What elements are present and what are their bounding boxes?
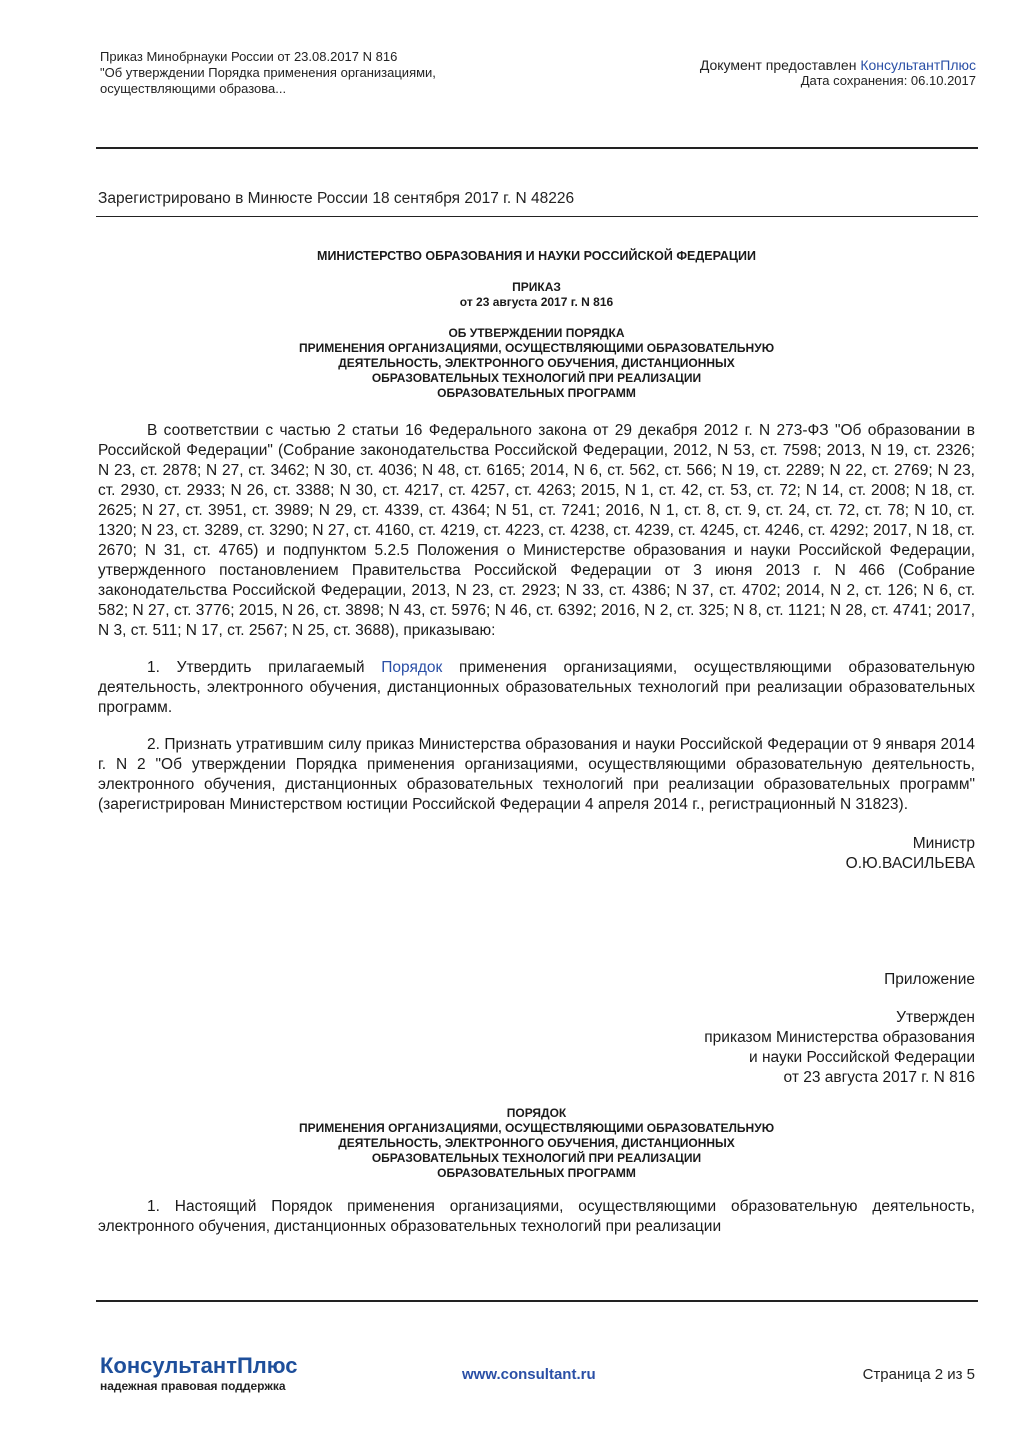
registration-note: Зарегистрировано в Минюсте России 18 сентября 2017 г. N 48226 xyxy=(98,190,575,207)
approval-line: приказом Министерства образования xyxy=(704,1029,975,1046)
procedure-item-1: 1. Настоящий Порядок применения организациями, осуществляющими образовательную деятельность, электронного обучения, дистанционных образовательных технологий при реализации xyxy=(98,1198,975,1235)
footer-tagline: надежная правовая поддержка xyxy=(100,1379,286,1393)
item-1-text-start: 1. Утвердить прилагаемый xyxy=(147,659,382,676)
header-divider xyxy=(96,147,978,149)
order-subject-line: ОБ УТВЕРЖДЕНИИ ПОРЯДКА xyxy=(448,326,625,340)
footer-brand-name: КонсультантПлюс xyxy=(100,1353,298,1378)
save-date: Дата сохранения: 06.10.2017 xyxy=(800,73,976,88)
procedure-title-line: ОБРАЗОВАТЕЛЬНЫХ ПРОГРАММ xyxy=(437,1166,636,1180)
provider-brand-link[interactable]: КонсультантПлюс xyxy=(860,57,976,73)
page-number: Страница 2 из 5 xyxy=(862,1366,975,1383)
footer-divider xyxy=(96,1300,978,1302)
order-subject-line: ДЕЯТЕЛЬНОСТЬ, ЭЛЕКТРОННОГО ОБУЧЕНИЯ, ДИСТАНЦИОННЫХ xyxy=(338,356,735,370)
document-body xyxy=(98,249,975,1237)
footer-logo[interactable] xyxy=(100,1353,298,1393)
procedure-title-line: ОБРАЗОВАТЕЛЬНЫХ ТЕХНОЛОГИЙ ПРИ РЕАЛИЗАЦИИ xyxy=(371,1151,702,1165)
order-subject xyxy=(98,326,975,401)
header-title-line: осуществляющими образова... xyxy=(100,81,287,96)
item-1-text-end: применения организациями, осуществляющими образовательную деятельность, электронного обучения, дистанционных образовательных технологий при реализации образовательных программ. xyxy=(98,659,975,716)
header-title-line: Приказ Минобрнауки России от 23.08.2017 N 816 xyxy=(100,49,398,64)
approval-line: и науки Российской Федерации xyxy=(748,1049,975,1066)
registration-divider xyxy=(96,216,978,217)
procedure-title-line: ПРИМЕНЕНИЯ ОРГАНИЗАЦИЯМИ, ОСУЩЕСТВЛЯЮЩИМИ ОБРАЗОВАТЕЛЬНУЮ xyxy=(298,1121,775,1135)
procedure-title xyxy=(98,1106,975,1181)
provided-by-label: Документ предоставлен xyxy=(699,57,861,73)
item-2-paragraph: 2. Признать утратившим силу приказ Министерства образования и науки Российской Федерации от 9 января 2014 г. N 2 "Об утверждении Порядка применения организациями, осуществляющими образовательную деятельность, электронного обучения, дистанционных образовательных технологий при реализации образовательных программ" (зарегистрирован Министерством юстиции Российской Федерации 4 апреля 2014 г., регистрационный N 31823). xyxy=(98,736,975,813)
procedure-title-line: ПОРЯДОК xyxy=(506,1106,567,1120)
header-document-title xyxy=(100,49,520,97)
header-provider xyxy=(700,57,976,89)
ministry-heading: МИНИСТЕРСТВО ОБРАЗОВАНИЯ И НАУКИ РОССИЙСКОЙ ФЕДЕРАЦИИ xyxy=(317,249,756,263)
order-title: ПРИКАЗ xyxy=(512,280,561,294)
order-subject-line: ПРИМЕНЕНИЯ ОРГАНИЗАЦИЯМИ, ОСУЩЕСТВЛЯЮЩИМИ ОБРАЗОВАТЕЛЬНУЮ xyxy=(298,341,775,355)
order-subject-line: ОБРАЗОВАТЕЛЬНЫХ ТЕХНОЛОГИЙ ПРИ РЕАЛИЗАЦИИ xyxy=(371,371,702,385)
footer-website-link[interactable]: www.consultant.ru xyxy=(462,1366,596,1383)
approval-line: Утвержден xyxy=(896,1009,975,1026)
preamble-paragraph: В соответствии с частью 2 статьи 16 Федерального закона от 29 декабря 2012 г. N 273-ФЗ "Об образовании в Российской Федерации" (Собрание законодательства Российской Федерации, 2012, N 53, ст. 7598; 2013, N 19, ст. 2326; N 23, ст. 2878; N 27, ст. 3462; N 30, ст. 4036; N 48, ст. 6165; 2014, N 6, ст. 562, ст. 566; N 19, ст. 2289; N 22, ст. 2769; N 23, ст. 2930, ст. 2933; N 26, ст. 3388; N 30, ст. 4217, ст. 4257, ст. 4263; 2015, N 1, ст. 42, ст. 53, ст. 72; N 14, ст. 2008; N 18, ст. 2625; N 27, ст. 3951, ст. 3989; N 29, ст. 4339, ст. 4364; N 51, ст. 7241; 2016, N 1, ст. 8, ст. 9, ст. 24, ст. 72, ст. 78; N 10, ст. 1320; N 23, ст. 3289, ст. 3290; N 27, ст. 4160, ст. 4219, ст. 4223, ст. 4238, ст. 4239, ст. 4245, ст. 4246, ст. 4292; 2017, N 18, ст. 2670; N 31, ст. 4765) и подпунктом 5.2.5 Положения о Министерстве образования и науки Российской Федерации, утвержденного постановлением Правительства Российской Федерации от 3 июня 2013 г. N 466 (Собрание законодательства Российской Федерации, 2013, N 23, ст. 2923; N 33, ст. 4386; N 37, ст. 4702; 2014, N 2, ст. 126; N 6, ст. 582; N 27, ст. 3776; 2015, N 26, ст. 3898; N 43, ст. 5976; N 46, ст. 6392; 2016, N 2, ст. 325; N 8, ст. 1121; N 28, ст. 4741; 2017, N 3, ст. 511; N 17, ст. 2567; N 25, ст. 3688), приказываю: xyxy=(98,422,975,639)
procedure-title-line: ДЕЯТЕЛЬНОСТЬ, ЭЛЕКТРОННОГО ОБУЧЕНИЯ, ДИСТАНЦИОННЫХ xyxy=(338,1136,735,1150)
order-date: от 23 августа 2017 г. N 816 xyxy=(459,295,614,309)
item-1-paragraph xyxy=(98,658,975,718)
signature-position: Министр xyxy=(912,835,975,852)
procedure-link[interactable]: Порядок xyxy=(381,659,443,676)
order-subject-line: ОБРАЗОВАТЕЛЬНЫХ ПРОГРАММ xyxy=(437,386,636,400)
signature-block xyxy=(98,834,975,874)
header-title-line: "Об утверждении Порядка применения организациями, xyxy=(100,65,436,80)
approval-block xyxy=(98,1008,975,1088)
approval-line: от 23 августа 2017 г. N 816 xyxy=(783,1069,975,1086)
signature-name: О.Ю.ВАСИЛЬЕВА xyxy=(845,855,975,872)
appendix-label: Приложение xyxy=(884,971,975,988)
